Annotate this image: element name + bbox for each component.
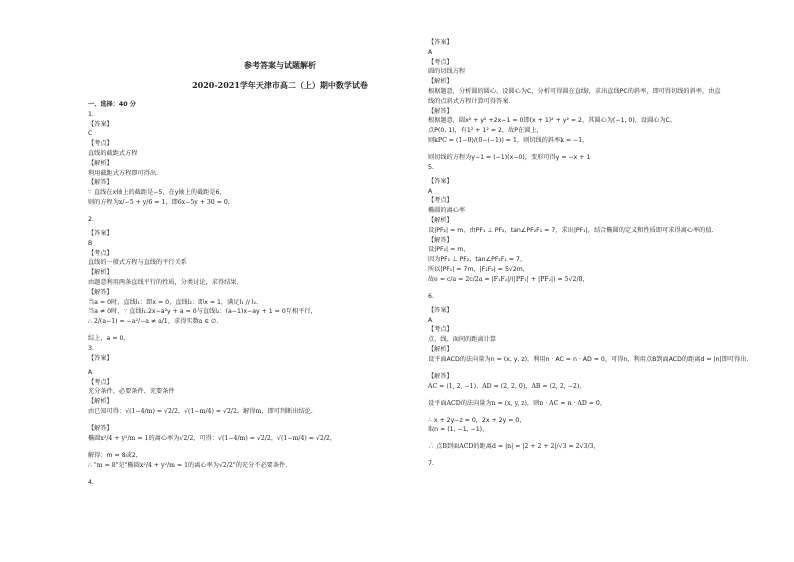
text-line: 取n = (1, −1, −1)， xyxy=(428,426,489,434)
text-line: 所以|PF₁| = 7m，|F₁F₂| = 5√2m， xyxy=(428,265,529,273)
text-line: 根据题意，圆x² + y² +2x−1 = 0即(x + 1)² + y² = 2，其圆心为(−1, 0)，设圆心为C， xyxy=(428,117,677,125)
text-line: A xyxy=(428,187,433,195)
text-line: 【解答】 xyxy=(88,288,113,296)
text-line: 圆的切线方程 xyxy=(428,68,466,76)
text-line: 由已知可得：√(1−4/m) = √2/2，√(1−m/4) = √2/2，解得m，即可判断出结论. xyxy=(88,407,313,415)
text-line: 线的点斜式方程计算可得答案. xyxy=(428,97,511,105)
text-line: 则的方程为x/−5 + y/6 = 1，即6x−5y + 30 = 0， xyxy=(88,198,234,206)
text-line: 设平面ACD的法向量为n = (x, y, z)，则n · AC = n · AD = 0， xyxy=(428,399,607,407)
text-line: 【考点】 xyxy=(428,58,453,66)
text-line: 【解析】 xyxy=(428,216,453,224)
text-line: 故e = c/a = 2c/2a = |F₁F₂|/(|PF₁| + |PF₂|) = 5√2/8， xyxy=(428,275,589,283)
text-line: B xyxy=(88,239,93,247)
text-line: 则kPC = (1−0)/(0−(−1)) = 1，则切线的斜率k = −1， xyxy=(428,136,589,144)
text-line: 设|PF₂| = m， xyxy=(428,246,470,254)
text-line: 5. xyxy=(428,163,434,171)
text-line: AC = (1, 2, −1)，AD = (2, 2, 0)，AB = (2, 2, −2)， xyxy=(428,382,586,390)
text-line: 【答案】 xyxy=(88,354,113,362)
text-line: A xyxy=(428,316,433,324)
text-line: 【考点】 xyxy=(88,249,113,257)
text-line: 【答案】 xyxy=(88,229,113,237)
text-line: 【答案】 xyxy=(428,306,453,314)
text-line: 当a ≠ 0时，∵ 直线l₁:2x−a²y + a = 0与直线l₂：(a−1)x−ay + 1 = 0互相平行， xyxy=(88,308,317,316)
text-line: 因为PF₁ ⊥ PF₂，tan∠PF₂F₁ = 7， xyxy=(428,256,527,264)
text-line: 【考点】 xyxy=(428,326,453,334)
right-column xyxy=(428,38,780,469)
text-line: ∴ 2/(a−1) = −a²/−a ≠ a/1，求得实数a ∈ ∅. xyxy=(88,318,219,326)
text-line: 【解答】 xyxy=(88,179,113,187)
text-line: 当a = 0时，直线l₁：即x = 0，直线l₂：即x = 1，满足l₁ // l₂. xyxy=(88,298,258,306)
text-line: 直线的截距式方程 xyxy=(88,149,138,157)
text-line: 【解析】 xyxy=(88,269,113,277)
text-line: 解得：m = 8或2， xyxy=(88,451,142,459)
text-line: A xyxy=(428,48,433,56)
text-line: ∴ x + 2y−z = 0，2x + 2y = 0， xyxy=(428,416,526,424)
text-line: 6. xyxy=(428,292,434,300)
text-line: A xyxy=(88,368,93,376)
text-line: 【答案】 xyxy=(428,39,453,46)
text-line: 根据题意，分析圆的圆心，设圆心为C，分析可得圆在直线l，求出直线PC的斜率，即可得切线的斜率，由直 xyxy=(428,87,721,95)
text-line: 直线的一般式方程与直线的平行关系 xyxy=(88,259,187,267)
text-line: 设|PF₂| = m，由PF₁ ⊥ PF₂，tan∠PF₂F₁ = 7，求出|PF₁|，结合椭圆的定义和性质即可求得离心率的值. xyxy=(428,226,714,234)
text-line: 【考点】 xyxy=(428,197,453,205)
text-line: 利用截距式方程即可得出. xyxy=(88,169,159,177)
text-line: 点P(0, 1)，有1² + 1² = 2，故P在圆上， xyxy=(428,127,543,135)
text-line: 【答案】 xyxy=(428,177,453,185)
text-line: 【解答】 xyxy=(428,236,453,244)
text-line: 【考点】 xyxy=(88,378,113,386)
text-line: 点、线、面间的距离计算 xyxy=(428,336,497,344)
text-line: 2. xyxy=(88,215,94,223)
text-line: 【考点】 xyxy=(88,140,113,148)
text-line: 【解析】 xyxy=(88,398,113,406)
text-line: 【解答】 xyxy=(88,424,113,432)
text-line: 椭圆的离心率 xyxy=(428,207,466,215)
text-line: ∴ "m = 8"是"椭圆x²/4 + y²/m = 1的离心率为√2/2"的充分不必要条件. xyxy=(88,461,288,469)
text-line: C xyxy=(88,130,93,138)
text-line: 一、选择：40 分 xyxy=(88,101,136,108)
text-line: 【解析】 xyxy=(428,345,453,353)
document-title: 参考答案与试题解析 xyxy=(244,60,316,70)
text-line: 椭圆x²/4 + y²/m = 1的离心率为√2/2，可得：√(1−4/m) = √2/2，√(1−m/4) = √2/2， xyxy=(88,434,337,442)
text-line: 设平面ACD的法向量为n = (x, y, z)，利用n · AC = n · AD = 0，可得n，利用点B到面ACD的距离d = |n|即可得出. xyxy=(428,355,749,363)
text-line: 【答案】 xyxy=(88,120,113,128)
text-line: 则切线的方程为y−1 = (−1)(x−0)，变形可得y = −x + 1 xyxy=(428,153,591,161)
text-line: 由题意利用两条直线平行的性质，分类讨论，求得结果. xyxy=(88,278,239,286)
exam-title: 2020-2021学年天津市高二（上）期中数学试卷 xyxy=(192,80,368,90)
text-line: 1. xyxy=(88,110,94,118)
text-line: 【解答】 xyxy=(428,107,453,115)
text-line: 【解析】 xyxy=(428,78,453,86)
text-line: 3. xyxy=(88,344,94,352)
text-line: 综上，a = 0， xyxy=(88,335,130,343)
text-line: 4. xyxy=(88,478,94,486)
left-column xyxy=(88,100,388,487)
text-line: ∴ 点B到面ACD的距离d = |n| = |2 + 2 + 2|/√3 = 2√3/3， xyxy=(428,443,600,451)
text-line: 7. xyxy=(428,460,434,468)
text-line: 充分条件、必要条件、充要条件 xyxy=(88,388,175,396)
text-line: 【解析】 xyxy=(88,159,113,167)
text-line: 【解答】 xyxy=(428,372,453,380)
text-line: ∵ 直线在x轴上的截距是−5，在y轴上的截距是6， xyxy=(88,189,226,197)
